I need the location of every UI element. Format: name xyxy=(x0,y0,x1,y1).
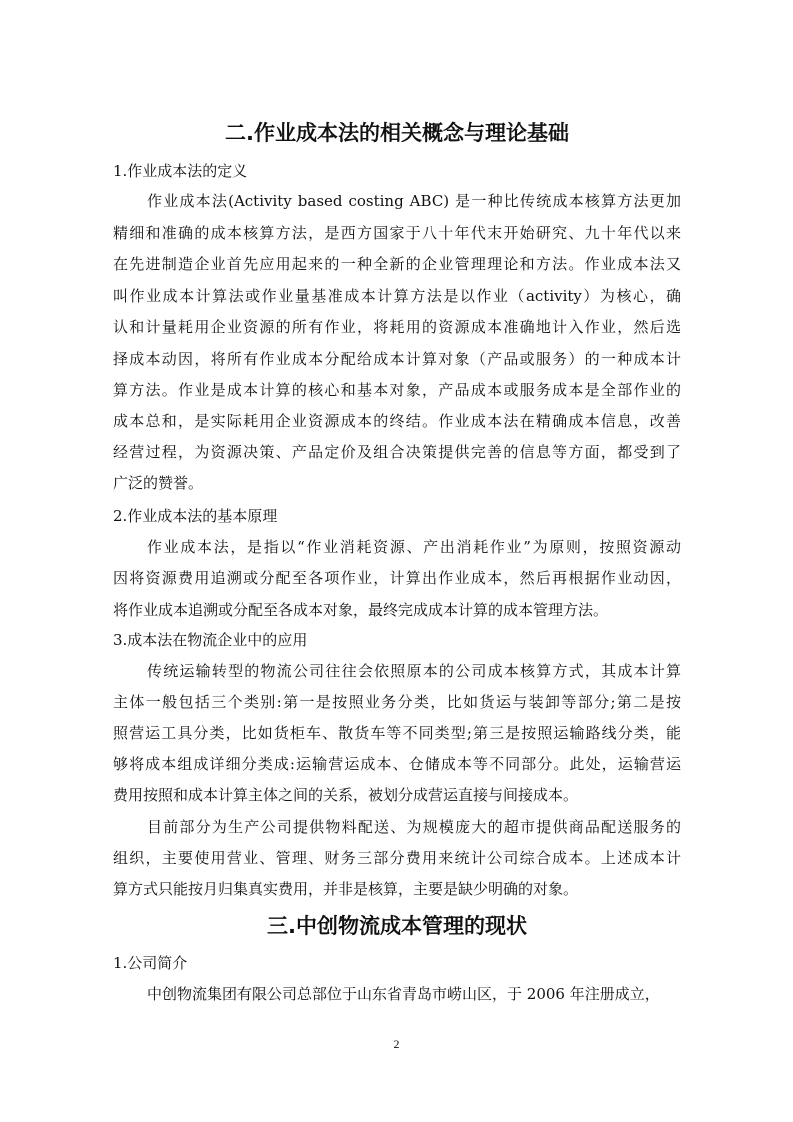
subsection-title: 2.作业成本法的基本原理 xyxy=(113,507,278,525)
paragraph-line: 目前部分为生产公司提供物料配送、为规模庞大的超市提供商品配送服务的 xyxy=(147,818,681,836)
paragraph-line: 认和计量耗用企业资源的所有作业，将耗用的资源成本准确地计入作业，然后选 xyxy=(113,318,681,336)
paragraph-line: 在先进制造企业首先应用起来的一种全新的企业管理理论和方法。作业成本法又 xyxy=(113,255,681,273)
paragraph-line: 组织，主要使用营业、管理、财务三部分费用来统计公司综合成本。上述成本计 xyxy=(113,849,681,867)
paragraph-line: 够将成本组成详细分类成:运输营运成本、仓储成本等不同部分。此处，运输营运 xyxy=(113,755,681,773)
paragraph-line: 作业成本法(Activity based costing ABC) 是一种比传统成本核算方法更加 xyxy=(147,192,681,210)
paragraph-line: 广泛的赞誉。 xyxy=(113,474,204,492)
subsection-title: 3.成本法在物流企业中的应用 xyxy=(113,631,308,649)
subsection-title: 1.公司简介 xyxy=(113,954,188,972)
paragraph-line: 叫作业成本计算法或作业量基准成本计算方法是以作业（activity）为核心，确 xyxy=(113,287,681,305)
paragraph-line: 成本总和，是实际耗用企业资源成本的终结。作业成本法在精确成本信息，改善 xyxy=(113,412,681,430)
paragraph-line: 照营运工具分类，比如货柜车、散货车等不同类型;第三是按照运输路线分类，能 xyxy=(113,724,681,742)
paragraph-line: 因将资源费用追溯或分配至各项作业，计算出作业成本，然后再根据作业动因， xyxy=(113,569,681,587)
paragraph-line: 费用按照和成本计算主体之间的关系，被划分成营运直接与间接成本。 xyxy=(113,786,579,804)
page-number: 2 xyxy=(393,1037,400,1051)
section-heading: 二.作业成本法的相关概念与理论基础 xyxy=(225,121,569,145)
subsection-title: 1.作业成本法的定义 xyxy=(113,162,248,180)
paragraph-line: 传统运输转型的物流公司往往会依照原本的公司成本核算方式，其成本计算 xyxy=(147,662,681,680)
paragraph-line: 经营过程，为资源决策、产品定价及组合决策提供完善的信息等方面，都受到了 xyxy=(113,443,681,461)
paragraph-line: 将作业成本追溯或分配至各成本对象，最终完成成本计算的成本管理方法。 xyxy=(113,601,609,619)
paragraph-line: 择成本动因，将所有作业成本分配给成本计算对象（产品或服务）的一种成本计 xyxy=(113,350,681,368)
paragraph-line: 算方式只能按月归集真实费用，并非是核算，主要是缺少明确的对象。 xyxy=(113,880,579,898)
paragraph-line: 作业成本法，是指以“作业消耗资源、产出消耗作业”为原则，按照资源动 xyxy=(147,538,681,556)
paragraph-line: 中创物流集团有限公司总部位于山东省青岛市崂山区，于 2006 年注册成立， xyxy=(147,985,660,1003)
paragraph-line: 精细和准确的成本核算方法，是西方国家于八十年代末开始研究、九十年代以来 xyxy=(113,224,681,242)
section-heading: 三.中创物流成本管理的现状 xyxy=(267,914,527,938)
paragraph-line: 主体一般包括三个类别:第一是按照业务分类，比如货运与装卸等部分;第二是按 xyxy=(113,693,681,711)
paragraph-line: 算方法。作业是成本计算的核心和基本对象，产品成本或服务成本是全部作业的 xyxy=(113,381,681,399)
